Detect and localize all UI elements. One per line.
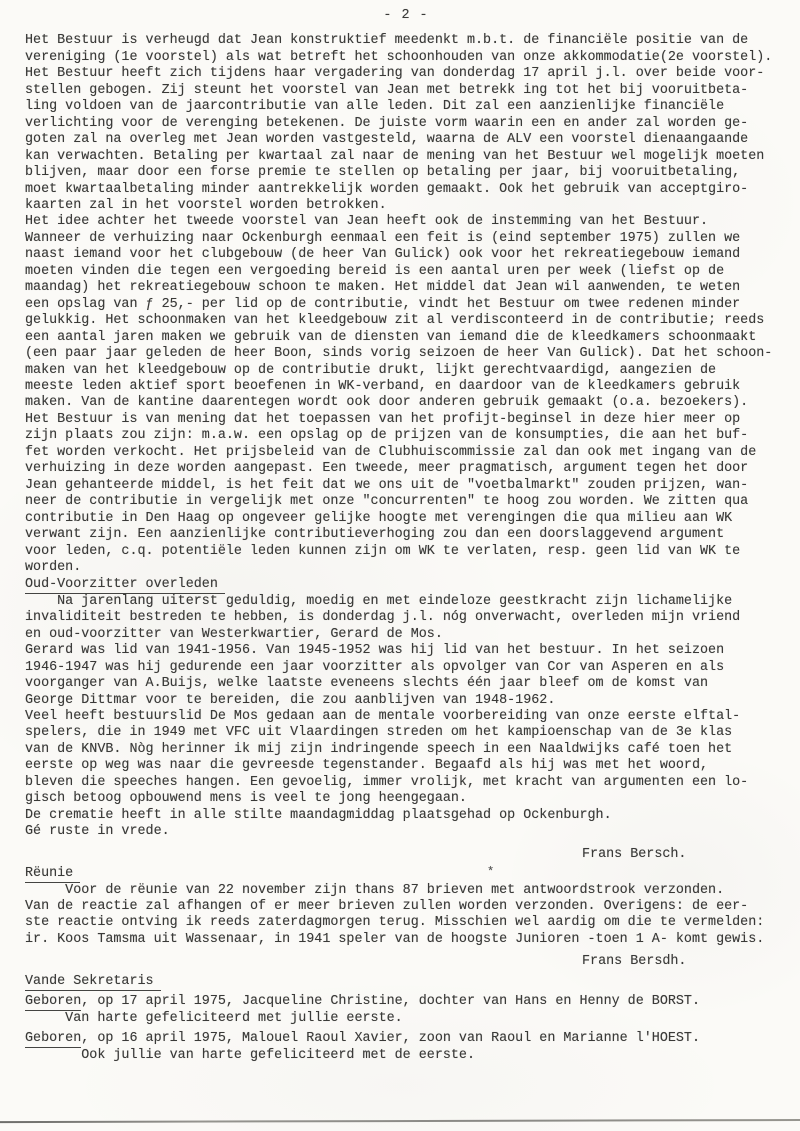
text-line: ling voldoen van de jaarcontributie van alle leden. Dit zal een aanzienlijke financiële xyxy=(25,99,725,115)
text-line: verwant zijn. Een aanzienlijke contributieverhoging zou dan een doorslaggevend argument xyxy=(25,527,725,543)
text-line: neer de contributie in vergelijk met onze "concurrenten" te hoog zou worden. We zitten qua xyxy=(25,494,749,510)
text-line: Jean gehanteerde middel, is het feit dat we ons uit de "voetbalmarkt" zouden prijzen, wan- xyxy=(25,477,749,493)
text-line: Het Bestuur is verheugd dat Jean konstruktief meedenkt m.b.t. de financiële positie van de xyxy=(25,33,749,49)
page-number: - 2 - xyxy=(383,8,429,23)
text-line: fet worden verkocht. Het prijsbeleid van de Clubhuiscommissie zal dan ook met ingang van de xyxy=(25,444,757,460)
text-line: maandag) het rekreatiegebouw schoon te maken. Het middel dat Jean wil aanwenden, te weten xyxy=(25,280,741,296)
text-line: voorganger van A.Buijs, welke laatste eveneens slechts één jaar bleef om de komst van xyxy=(25,676,709,692)
doc-content xyxy=(25,8,787,1064)
text-line: Gerard was lid van 1941-1956. Van 1945-1952 was hij lid van het bestuur. In het seizoen xyxy=(25,643,725,659)
text-line: moet kwartaalbetaling minder aantrekkelijk worden gemaakt. Ook het gebruik van acceptgiro- xyxy=(25,181,749,197)
text-line: maken. Van de kantine daarentegen wordt ook door anderen gebruik gemaakt (o.a. bezoekers). xyxy=(25,395,749,411)
paper-edge-line xyxy=(0,1119,800,1123)
section-heading-text: Oud-Voorzitter overleden xyxy=(25,577,225,594)
text-line: Ook jullie van harte gefeliciteerd met de eerste. xyxy=(25,1047,475,1063)
text-line: Van harte gefeliciteerd met jullie eerste. xyxy=(25,1010,403,1026)
text-line: blijven, maar door een forse premie te stellen op betaling per jaar, bij vooruitbetaling, xyxy=(25,165,741,181)
text-line: voor leden, c.q. potentiële leden kunnen zijn om WK te verlaten, resp. geen lid van WK te xyxy=(25,543,741,559)
signature: Frans Bersdh. xyxy=(582,954,687,970)
text-line: bleven die speeches hangen. Een gevoelig, immer vrolijk, met kracht van argumenten een lo- xyxy=(25,774,749,790)
text-line: een opslag van ƒ 25,- per lid op de contributie, vindt het Bestuur om twee redenen minder xyxy=(25,296,741,312)
section-heading-text: Rëunie xyxy=(25,866,80,883)
text-line: verlichting voor de verenging betekenen. De juiste vorm waarin een en ander zal worden ge- xyxy=(25,115,749,131)
text-line: Het Bestuur heeft zich tijdens haar vergadering van donderdag 17 april j.l. over beide voor- xyxy=(25,66,765,82)
text-line-lead xyxy=(25,1031,787,1047)
text-line: en oud-voorzitter van Westerkwartier, Gerard de Mos. xyxy=(25,626,443,642)
text-line: kan verwachten. Betaling per kwartaal zal naar de mening van het Bestuur wel mogelijk moeten xyxy=(25,148,765,164)
lead-line-rest: , op 16 april 1975, Malouel Raoul Xavier, zoon van Raoul en Marianne l'HOEST. xyxy=(81,1031,700,1047)
text-line: (een paar jaar geleden de heer Boon, sinds vorig seizoen de heer Van Gulick). Dat het schoon- xyxy=(25,346,773,362)
text-line: verhuizing in deze worden aangepast. Een tweede, meer pragmatisch, argument tegen het door xyxy=(25,461,749,477)
text-line: contributie in Den Haag op ongeveer gelijke hoogte met verengingen die qua milieu aan WK xyxy=(25,510,733,526)
text-line: Veel heeft bestuurslid De Mos gedaan aan de mentale voorbereiding van onze eerste elftal- xyxy=(25,709,741,725)
text-line: Het idee achter het tweede voorstel van Jean heeft ook de instemming van het Bestuur. xyxy=(25,214,709,230)
text-line: kaarten zal in het voorstel worden betrokken. xyxy=(25,197,387,213)
text-line: meeste leden aktief sport beoefenen in WK-verband, en daardoor van de kleedkamers gebruik xyxy=(25,378,741,394)
text-line: Van de reactie zal afhangen of er meer brieven zullen worden verzonden. Overigens: de eer- xyxy=(25,899,749,915)
text-line: Gé ruste in vrede. xyxy=(25,824,170,840)
text-line: invaliditeit bestreden te hebben, is donderdag j.l. nóg onverwacht, overleden mijn vriend xyxy=(25,610,741,626)
lead-line-rest: , op 17 april 1975, Jacqueline Christine, dochter van Hans en Henny de BORST. xyxy=(81,994,700,1010)
doc-blocks xyxy=(25,33,787,1064)
text-line: Wanneer de verhuizing naar Ockenburgh eenmaal een feit is (eind september 1975) zullen we xyxy=(25,230,741,246)
text-line: Voor de rëunie van 22 november zijn thans 87 brieven met antwoordstrook verzonden. xyxy=(25,882,725,898)
text-line: naast iemand voor het clubgebouw (de heer Van Gulick) ook voor het rekreatiegebouw iemand xyxy=(25,247,741,263)
text-line: ste reactie ontving ik reeds zaterdagmorgen terug. Misschien wel aardig om die te vermelden: xyxy=(25,915,765,931)
text-line: stellen gebogen. Zij steunt het voorstel van Jean met betrekk ing tot het bij vooruitbeta- xyxy=(25,82,749,98)
lead-word-underlined: Geboren xyxy=(25,994,82,1010)
text-line: een aantal jaren maken we gebruik van de diensten van iemand die de kleedkamers schoonmaakt xyxy=(25,329,757,345)
text-line: De crematie heeft in alle stilte maandagmiddag plaatsgehad op Ockenburgh. xyxy=(25,807,612,823)
text-line: moeten vinden die tegen een vergoeding bereid is een aantal uren per week (liefst op de xyxy=(25,263,725,279)
text-line: Het Bestuur is van mening dat het toepassen van het profijt-beginsel in deze hier meer op xyxy=(25,411,741,427)
text-line: ir. Koos Tamsma uit Wassenaar, in 1941 speler van de hoogste Junioren -toen 1 A- komt gewis. xyxy=(25,931,765,947)
stray-mark: * xyxy=(487,865,495,880)
section-heading-text: Vande Sekretaris xyxy=(25,974,161,991)
signature: Frans Bersch. xyxy=(582,846,687,862)
text-line: eerste op weg was naar die gevreesde tegenstander. Begaafd als hij was met het woord, xyxy=(25,758,709,774)
lead-word-underlined: Geboren xyxy=(25,1031,82,1047)
section-heading xyxy=(25,577,787,593)
text-line: Na jarenlang uiterst geduldig, moedig en met eindeloze geestkracht zijn lichamelijke xyxy=(25,593,733,609)
text-line: George Dittmar voor te bereiden, die zou aanblijven van 1948-1962. xyxy=(25,692,556,708)
text-line: van de KNVB. Nòg herinner ik mij zijn indringende speech in een Naaldwijks café toen het xyxy=(25,741,733,757)
text-line: gelukkig. Het schoonmaken van het kleedgebouw zit al verdisconteerd in de contributie; reeds xyxy=(25,313,765,329)
section-heading xyxy=(25,866,787,882)
text-line: zijn plaats zou zijn: m.a.w. een opslag op de prijzen van de konsumpties, die aan het buf- xyxy=(25,428,749,444)
text-line: vereniging (1e voorstel) als wat betreft het schoonhouden van onze akkommodatie(2e voorstel). xyxy=(25,49,773,65)
text-line: gisch betoog opbouwend mens is veel te jong heengegaan. xyxy=(25,791,467,807)
text-line: goten zal na overleg met Jean worden vastgesteld, waarna de ALV een voorstel dienaangaande xyxy=(25,132,749,148)
text-line: maken van het kleedgebouw op de contributie drukt, lijkt gerechtvaardigd, aangezien de xyxy=(25,362,717,378)
text-line: spelers, die in 1949 met VFC uit Vlaardingen streden om het kampioenschap van de 3e klas xyxy=(25,725,733,741)
text-line: worden. xyxy=(25,559,82,575)
text-line-lead xyxy=(25,994,787,1010)
section-heading xyxy=(25,974,787,990)
text-line: 1946-1947 was hij gedurende een jaar voorzitter als opvolger van Cor van Asperen en als xyxy=(25,659,725,675)
